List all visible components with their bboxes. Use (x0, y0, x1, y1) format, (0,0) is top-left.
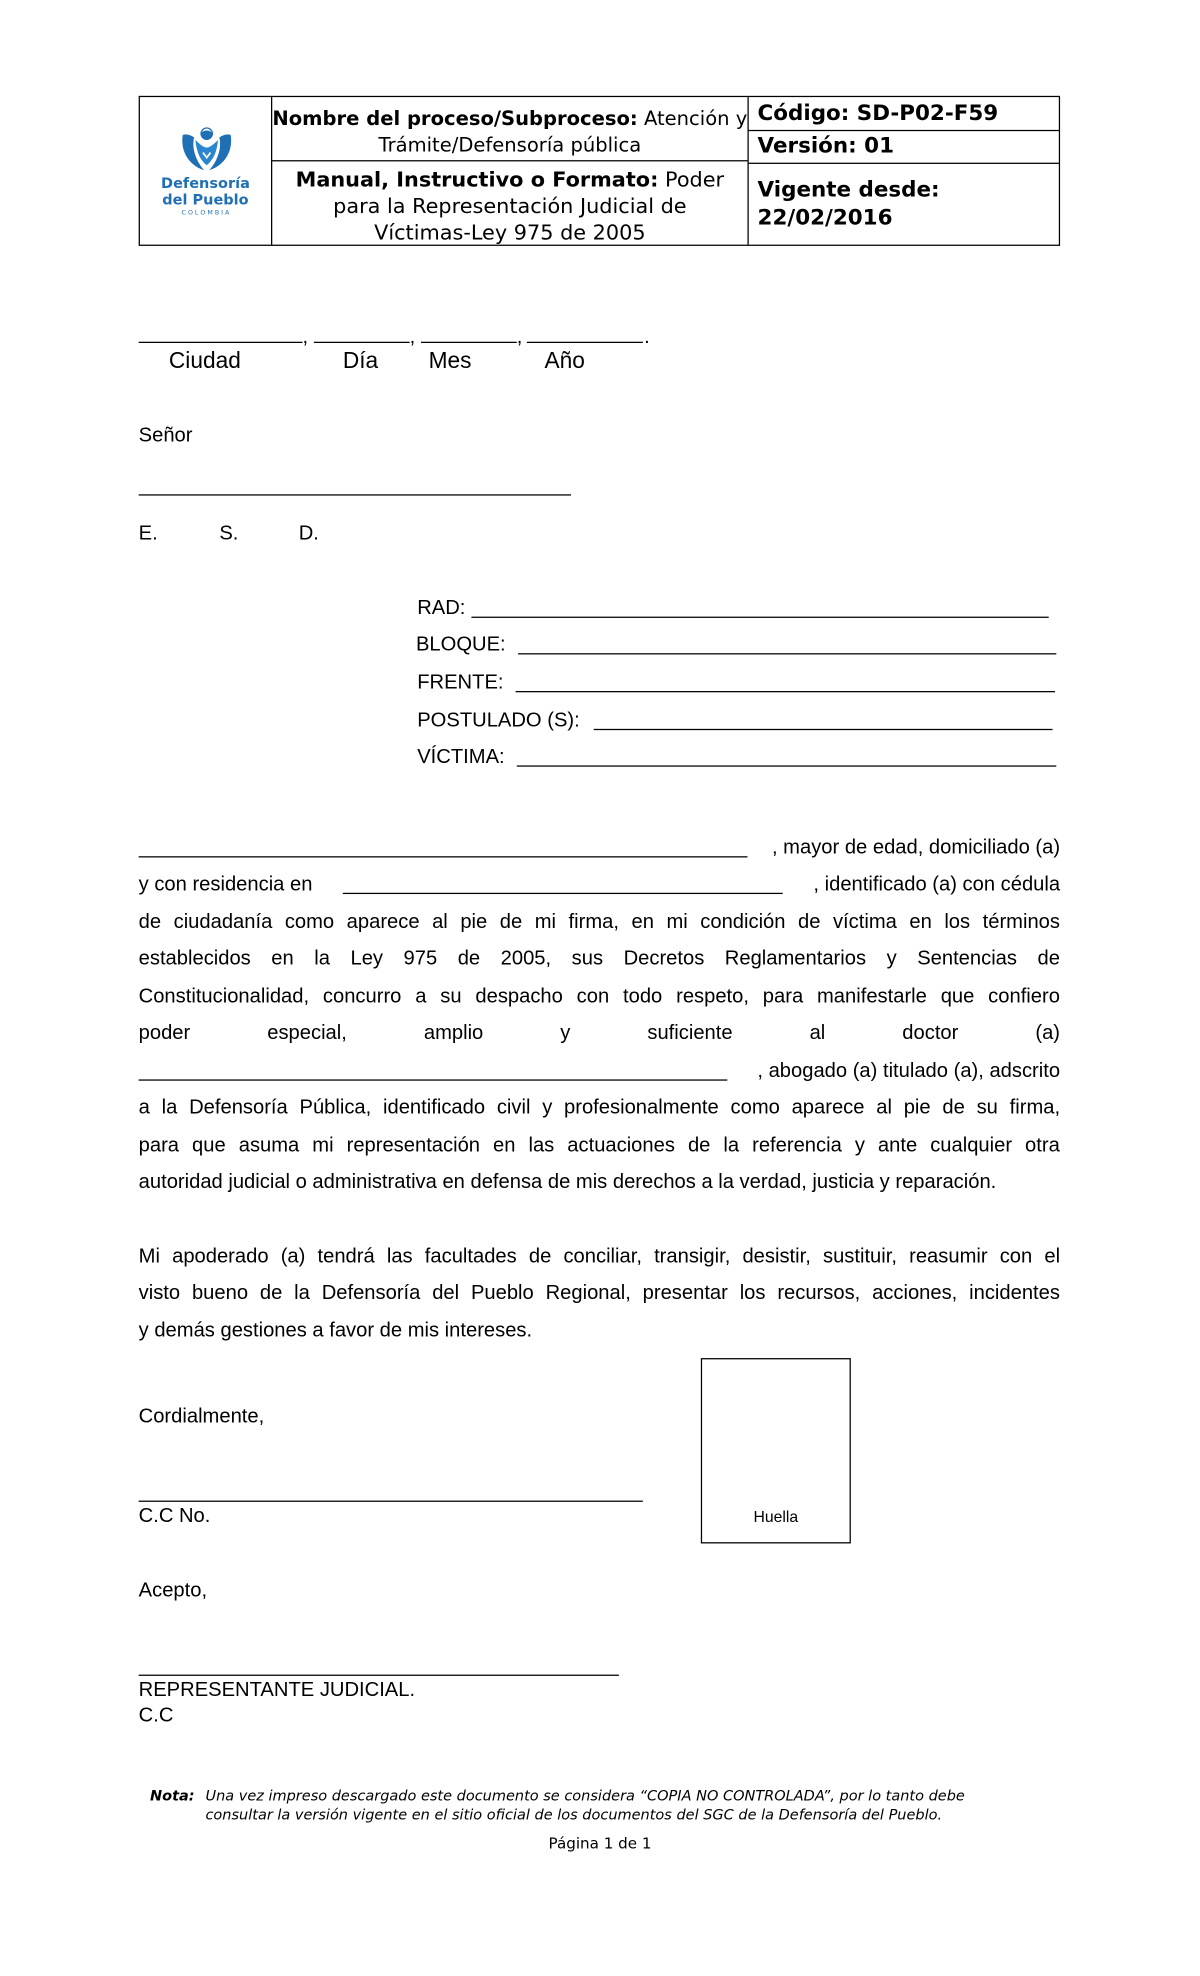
body-word: la (723, 1134, 740, 1157)
body-word: todo (623, 986, 663, 1008)
body-word: suficiente (647, 1022, 733, 1045)
body-word: Defensoría (189, 1097, 288, 1119)
body-word: asuma (238, 1134, 300, 1157)
body-text: , mayor de edad, domiciliado (a) (771, 837, 1061, 859)
body-word: bueno (191, 1282, 249, 1304)
body-word: poder (138, 1022, 191, 1045)
vigente-label: Vigente desde: (757, 177, 940, 204)
body-word: al (876, 1097, 892, 1119)
body-line (139, 1245, 1060, 1270)
body-word: amplio (423, 1022, 484, 1045)
body-word: Defensoría (321, 1282, 421, 1304)
representative-cc-label: C.C (138, 1704, 174, 1727)
body-word: desistir, (742, 1245, 811, 1268)
body-word: ante (877, 1134, 918, 1157)
document-code: Código: SD-P02-F59 (757, 100, 999, 127)
body-word: Pública, (299, 1097, 372, 1119)
body-word: la (294, 1282, 310, 1304)
logo (140, 97, 271, 245)
body-word: facultades (424, 1245, 517, 1268)
logo-text-line2: del Pueblo (162, 190, 249, 209)
body-word: concurro (322, 986, 402, 1008)
body-word: el (1044, 1245, 1061, 1268)
doc-label: Manual, Instructivo o Formato: (295, 167, 659, 192)
residence-field[interactable] (343, 893, 783, 894)
date-end: . (644, 326, 650, 349)
body-word: conciliar, (563, 1245, 642, 1268)
document-cell (272, 166, 747, 245)
body-word: su (976, 1097, 998, 1119)
victima-field[interactable] (517, 765, 1056, 766)
body-word: al (432, 911, 448, 934)
bloque-label: BLOQUE: (415, 634, 506, 656)
grantor-signature-field[interactable] (139, 1501, 643, 1502)
lawyer-name-field[interactable] (139, 1079, 728, 1080)
body-word: Constitucionalidad, (138, 986, 310, 1008)
body-word: con (999, 1245, 1033, 1268)
body-word: especial, (267, 1022, 347, 1045)
body-word: ciudadanía (173, 911, 273, 934)
document-version: Versión: 01 (757, 133, 895, 159)
body-word: 975 (403, 948, 438, 970)
body-word: en (909, 911, 932, 934)
body-word: apoderado (172, 1245, 269, 1268)
body-word: mi (534, 911, 557, 934)
body-word: aparece (791, 1097, 865, 1119)
body-word: de (1037, 948, 1060, 970)
body-word: incidentes (969, 1282, 1060, 1304)
body-word: como (730, 1097, 780, 1119)
body-word: los (739, 1282, 766, 1304)
body-line (139, 910, 1060, 935)
body-word: condición (700, 911, 786, 934)
body-word: la (161, 1097, 178, 1119)
header-divider (271, 160, 747, 161)
body-word: y (886, 948, 897, 970)
body-word: profesionalmente (564, 1097, 719, 1119)
body-word: a (138, 1097, 150, 1119)
body-word: visto (138, 1282, 181, 1304)
body-text: autoridad judicial o administrativa en defensa de mis derechos a la verdad, justicia y reparación. (138, 1171, 997, 1193)
body-word: respeto, (676, 986, 749, 1008)
body-word: de (798, 911, 821, 934)
body-word: su (440, 986, 462, 1008)
body-word: presentar (642, 1282, 728, 1304)
body-word: y (854, 1134, 865, 1157)
body-word: cualquier (930, 1134, 1013, 1157)
vigente-date: 22/02/2016 (757, 205, 893, 231)
body-word: (a) (1035, 1022, 1061, 1045)
day-label: Día (342, 348, 379, 374)
process-value-2: Trámite/Defensoría pública (378, 133, 642, 157)
body-word: recursos, (777, 1282, 861, 1304)
body-word: en (271, 948, 294, 970)
body-word: manifestarle (817, 986, 927, 1008)
body-word: pie (460, 911, 488, 934)
body-word: Reglamentarios (724, 948, 867, 970)
addressee-field[interactable] (139, 494, 571, 495)
body-word: Ley (350, 948, 383, 970)
body-word: y (542, 1097, 553, 1119)
frente-label: FRENTE: (417, 672, 504, 694)
month-label: Mes (428, 348, 472, 374)
body-word: de (259, 1282, 283, 1304)
body-word: identificado (383, 1097, 486, 1119)
body-line (139, 985, 1060, 1010)
body-word: actuaciones (567, 1134, 675, 1157)
body-word: sus (571, 948, 604, 970)
body-word: otra (1025, 1134, 1060, 1157)
body-word: aparece (346, 911, 420, 934)
body-word: despacho (475, 986, 563, 1008)
body-word: 2005, (500, 948, 552, 970)
body-word: sustituir, (822, 1245, 897, 1268)
city-field[interactable] (139, 342, 303, 343)
body-word: Mi (138, 1245, 160, 1268)
body-word: Pueblo (470, 1282, 534, 1304)
fingerprint-box[interactable] (701, 1358, 851, 1543)
body-line (139, 1021, 1060, 1046)
doc-value-2: para la Representación Judicial de (333, 194, 687, 219)
body-text: , identificado (a) con cédula (813, 873, 1061, 896)
logo-text-line1: Defensoría (161, 174, 250, 192)
date-separator: , (516, 326, 523, 349)
month-field[interactable] (421, 342, 517, 343)
process-cell (272, 106, 747, 159)
body-word: reasumir (909, 1245, 988, 1268)
body-word: mi (312, 1134, 334, 1157)
body-text: y demás gestiones a favor de mis intereses. (138, 1320, 533, 1342)
bloque-field[interactable] (518, 653, 1056, 654)
header-table (139, 96, 1060, 246)
victima-label: VÍCTIMA: (417, 746, 505, 768)
body-word: pie (903, 1097, 931, 1119)
body-word: las (528, 1134, 555, 1157)
body-text: , abogado (a) titulado (a), adscrito (757, 1060, 1061, 1082)
body-word: en (493, 1134, 516, 1157)
body-word: firma, (1009, 1097, 1061, 1119)
footer-note-line1: Una vez impreso descargado este documento se considera “COPIA NO CONTROLADA”, por lo tanto debe (205, 1786, 965, 1805)
body-word: de (942, 1097, 965, 1119)
body-word: Regional, (545, 1282, 631, 1304)
logo-text-country: C O L O M B I A (181, 209, 230, 217)
body-word: que (940, 986, 975, 1008)
closing-acepto: Acepto, (138, 1580, 208, 1602)
body-word: de (457, 948, 481, 970)
esd-d: D. (298, 523, 319, 545)
body-word: (a) (280, 1245, 306, 1268)
postulado-field[interactable] (594, 729, 1053, 730)
body-word: establecidos (138, 948, 251, 970)
footer-note-line2: consultar la versión vigente en el sitio oficial de los documentos del SGC de la Defensoría del Pueblo. (205, 1805, 943, 1824)
body-word: referencia (752, 1134, 842, 1157)
body-word: a (415, 986, 427, 1008)
day-field[interactable] (314, 342, 410, 343)
representative-signature-field[interactable] (139, 1675, 619, 1676)
esd-s: S. (219, 523, 239, 545)
process-label: Nombre del proceso/Subproceso: (272, 107, 638, 130)
body-word: como (284, 911, 335, 934)
body-word: términos (982, 911, 1060, 934)
footer-note-label: Nota: (149, 1786, 195, 1805)
body-word: en (631, 911, 654, 934)
hands-bird-logo-icon (178, 122, 236, 175)
closing-cordialmente: Cordialmente, (138, 1406, 265, 1428)
grantor-name-field[interactable] (139, 856, 748, 857)
body-word: civil (496, 1097, 531, 1119)
body-line (139, 1096, 1060, 1121)
body-word: para (138, 1134, 180, 1157)
body-line (139, 947, 1060, 972)
year-label: Año (544, 348, 585, 374)
body-text: y con residencia en (138, 873, 313, 896)
postulado-label: POSTULADO (S): (417, 709, 580, 732)
body-word: firma, (568, 911, 619, 934)
body-word: tendrá (317, 1245, 375, 1268)
body-word: con (576, 986, 610, 1008)
body-word: acciones, (872, 1282, 958, 1304)
body-line (139, 1134, 1060, 1159)
doc-value-3: Víctimas-Ley 975 de 2005 (374, 220, 646, 245)
body-word: de (528, 1245, 552, 1268)
representative-label: REPRESENTANTE JUDICIAL. (138, 1679, 416, 1702)
body-word: la (314, 948, 330, 970)
body-word: confiero (988, 986, 1060, 1008)
body-word: que (192, 1134, 226, 1157)
fingerprint-label: Huella (753, 1508, 799, 1526)
body-word: Sentencias (917, 948, 1017, 970)
body-word: de (499, 911, 523, 934)
frente-field[interactable] (516, 691, 1055, 692)
body-word: mi (666, 911, 688, 934)
body-word: los (944, 911, 971, 934)
doc-value-1: Poder (665, 167, 725, 192)
body-word: al (809, 1022, 826, 1045)
date-separator: , (302, 326, 309, 349)
date-separator: , (409, 326, 416, 349)
grantor-cc-label: C.C No. (138, 1505, 211, 1528)
body-word: las (386, 1245, 413, 1268)
body-word: y (560, 1022, 571, 1045)
page-number: Página 1 de 1 (548, 1834, 652, 1853)
rad-label: RAD: (417, 597, 466, 620)
body-word: Decretos (623, 948, 705, 970)
body-word: del (432, 1282, 460, 1304)
control-cell (747, 97, 1060, 245)
year-field[interactable] (527, 342, 643, 343)
body-word: para (762, 986, 804, 1008)
salutation: Señor (138, 424, 193, 447)
body-word: de (687, 1134, 711, 1157)
body-line (139, 1281, 1060, 1306)
rad-field[interactable] (471, 617, 1048, 618)
body-word: transigir, (654, 1245, 731, 1268)
body-word: representación (346, 1134, 481, 1157)
process-value-1: Atención y (643, 107, 748, 130)
body-word: doctor (902, 1022, 959, 1045)
body-word: de (138, 911, 162, 934)
body-word: víctima (832, 911, 897, 934)
city-label: Ciudad (168, 348, 241, 374)
esd-e: E. (138, 523, 158, 545)
